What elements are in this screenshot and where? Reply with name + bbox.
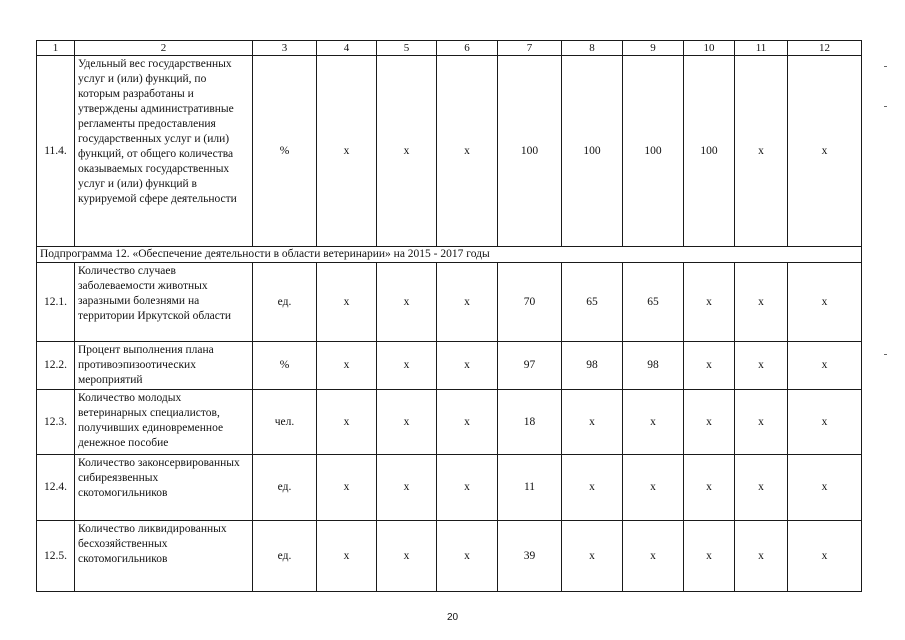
- value-cell: х: [562, 455, 623, 521]
- value-cell: х: [735, 342, 788, 390]
- value-cell: х: [735, 263, 788, 342]
- page-number: 20: [446, 612, 459, 623]
- value-cell: х: [788, 342, 862, 390]
- value-cell: 39: [498, 521, 562, 592]
- value-cell: х: [684, 455, 735, 521]
- value-cell: х: [437, 521, 498, 592]
- value-cell: х: [788, 263, 862, 342]
- value-cell: 100: [623, 56, 684, 247]
- value-cell: х: [437, 455, 498, 521]
- row-number: 12.5.: [37, 521, 75, 592]
- value-cell: х: [562, 390, 623, 455]
- value-cell: х: [788, 390, 862, 455]
- value-cell: х: [317, 342, 377, 390]
- row-number: 12.2.: [37, 342, 75, 390]
- value-cell: 100: [562, 56, 623, 247]
- table-row: [37, 455, 862, 521]
- value-cell: х: [437, 342, 498, 390]
- column-number-row: [37, 41, 862, 56]
- column-number-cell: 5: [377, 41, 437, 56]
- margin-mark: [884, 106, 887, 107]
- unit-cell: %: [253, 56, 317, 247]
- row-number: 12.4.: [37, 455, 75, 521]
- table-row: [37, 342, 862, 390]
- value-cell: х: [377, 455, 437, 521]
- column-number-cell: 12: [788, 41, 862, 56]
- value-cell: х: [317, 455, 377, 521]
- value-cell: х: [684, 263, 735, 342]
- indicator-name: Количество законсервированных сибиреязвенных скотомогильников: [75, 455, 253, 521]
- value-cell: 100: [498, 56, 562, 247]
- value-cell: х: [437, 263, 498, 342]
- value-cell: 65: [562, 263, 623, 342]
- value-cell: х: [317, 56, 377, 247]
- value-cell: х: [788, 521, 862, 592]
- section-row: [37, 247, 862, 263]
- value-cell: х: [684, 390, 735, 455]
- value-cell: 98: [562, 342, 623, 390]
- value-cell: х: [377, 263, 437, 342]
- margin-mark: [884, 66, 887, 67]
- column-number-cell: 4: [317, 41, 377, 56]
- value-cell: х: [788, 56, 862, 247]
- value-cell: 65: [623, 263, 684, 342]
- margin-mark: [884, 354, 887, 355]
- value-cell: х: [735, 521, 788, 592]
- row-number: 12.1.: [37, 263, 75, 342]
- column-number-cell: 2: [75, 41, 253, 56]
- value-cell: х: [437, 56, 498, 247]
- value-cell: х: [377, 56, 437, 247]
- table-row: [37, 263, 862, 342]
- value-cell: х: [735, 455, 788, 521]
- value-cell: х: [562, 521, 623, 592]
- column-number-cell: 1: [37, 41, 75, 56]
- value-cell: 70: [498, 263, 562, 342]
- row-number: 12.3.: [37, 390, 75, 455]
- value-cell: х: [623, 390, 684, 455]
- table-row: [37, 390, 862, 455]
- column-number-cell: 11: [735, 41, 788, 56]
- value-cell: х: [377, 390, 437, 455]
- value-cell: 97: [498, 342, 562, 390]
- value-cell: х: [735, 390, 788, 455]
- unit-cell: чел.: [253, 390, 317, 455]
- unit-cell: ед.: [253, 455, 317, 521]
- indicators-table: [36, 40, 862, 592]
- value-cell: х: [623, 521, 684, 592]
- column-number-cell: 7: [498, 41, 562, 56]
- value-cell: 100: [684, 56, 735, 247]
- value-cell: 18: [498, 390, 562, 455]
- subprogram-title: Подпрограмма 12. «Обеспечение деятельности в области ветеринарии» на 2015 - 2017 годы: [37, 247, 862, 263]
- indicator-name: Количество случаев заболеваемости животных заразными болезнями на территории Иркутской области: [75, 263, 253, 342]
- value-cell: х: [437, 390, 498, 455]
- value-cell: 98: [623, 342, 684, 390]
- unit-cell: ед.: [253, 263, 317, 342]
- value-cell: 11: [498, 455, 562, 521]
- indicator-name: Количество молодых ветеринарных специалистов, получивших единовременное денежное пособие: [75, 390, 253, 455]
- value-cell: х: [788, 455, 862, 521]
- column-number-cell: 10: [684, 41, 735, 56]
- column-number-cell: 8: [562, 41, 623, 56]
- table-row: [37, 56, 862, 247]
- indicator-name: Количество ликвидированных бесхозяйственных скотомогильников: [75, 521, 253, 592]
- value-cell: х: [623, 455, 684, 521]
- unit-cell: %: [253, 342, 317, 390]
- value-cell: х: [317, 521, 377, 592]
- value-cell: х: [735, 56, 788, 247]
- value-cell: х: [377, 521, 437, 592]
- table-row: [37, 521, 862, 592]
- value-cell: х: [377, 342, 437, 390]
- value-cell: х: [684, 342, 735, 390]
- value-cell: х: [317, 263, 377, 342]
- indicator-name: Удельный вес государственных услуг и (или) функций, по которым разработаны и утверждены административные регламенты предоставления государственных услуг и (или) функций, от общего количества оказываемых государственных услуг и (или) функций в курируемой сфере деятельности: [75, 56, 253, 247]
- column-number-cell: 3: [253, 41, 317, 56]
- value-cell: х: [684, 521, 735, 592]
- indicator-name: Процент выполнения плана противоэпизоотических мероприятий: [75, 342, 253, 390]
- unit-cell: ед.: [253, 521, 317, 592]
- row-number: 11.4.: [37, 56, 75, 247]
- column-number-cell: 6: [437, 41, 498, 56]
- value-cell: х: [317, 390, 377, 455]
- column-number-cell: 9: [623, 41, 684, 56]
